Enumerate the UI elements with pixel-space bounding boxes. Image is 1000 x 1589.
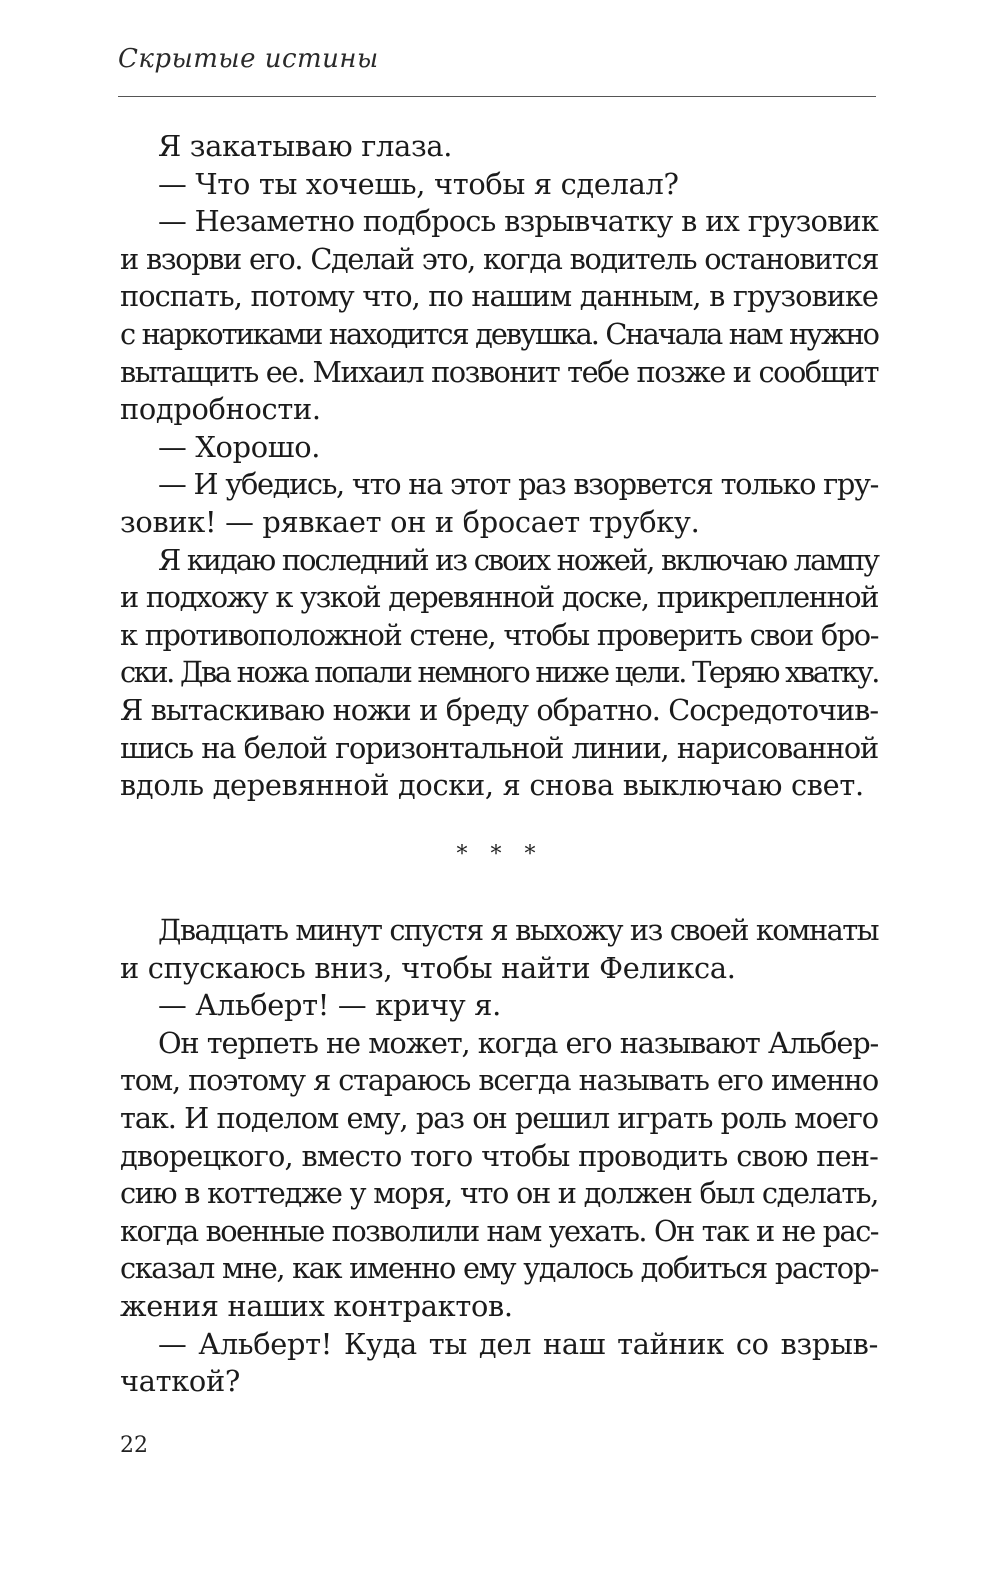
text-line: Я закатываю глаза. [158, 129, 453, 163]
text-line: сию в коттедже у моря, что он и должен был сделать, [120, 1176, 878, 1211]
text-line: к противоположной стене, чтобы проверить свои бро- [120, 617, 878, 652]
page-number: 22 [120, 1433, 148, 1458]
text-line: когда военные позволили нам уехать. Он так и не рас- [120, 1213, 878, 1248]
text-line: так. И поделом ему, раз он решил играть роль моего [120, 1100, 878, 1135]
text-line: том, поэтому я стараюсь всегда называть его именно [120, 1063, 878, 1098]
text-line: ски. Два ножа попали немного ниже цели. Теряю хватку. [120, 655, 878, 690]
text-line: вытащить ее. Михаил позвонит тебе позже и сообщит [120, 354, 878, 389]
text-line: сказал мне, как именно ему удалось добиться растор- [120, 1251, 878, 1286]
section-separator: * * * [456, 842, 544, 867]
text-line: Двадцать минут спустя я выхожу из своей комнаты [158, 913, 878, 947]
text-line: и спускаюсь вниз, чтобы найти Феликса. [120, 950, 736, 985]
text-line: — Альберт! Куда ты дел наш тайник со взрыв- [158, 1326, 878, 1361]
text-line: вдоль деревянной доски, я снова выключаю свет. [120, 768, 864, 803]
text-line: с наркотиками находится девушка. Сначала нам нужно [120, 316, 878, 351]
text-line: и подхожу к узкой деревянной доске, прикрепленной [120, 580, 878, 615]
running-header: Скрытые истины [118, 44, 379, 74]
text-line: — Хорошо. [158, 429, 321, 464]
text-line: Я кидаю последний из своих ножей, включаю лампу [158, 542, 878, 577]
text-line: подробности. [120, 392, 321, 427]
text-line: Он терпеть не может, когда его называют Альбер- [158, 1025, 878, 1060]
text-line: дворецкого, вместо того чтобы проводить свою пен- [120, 1138, 878, 1173]
text-line: жения наших контрактов. [120, 1288, 513, 1323]
text-line: поспать, потому что, по нашим данным, в грузовике [120, 279, 878, 314]
text-line: — И убедись, что на этот раз взорвется только гру- [158, 467, 878, 502]
text-block-1 [120, 128, 878, 805]
text-line: чаткой? [120, 1364, 241, 1399]
text-line: зовик! — рявкает он и бросает трубку. [120, 504, 700, 539]
header-rule [118, 96, 876, 97]
text-line: Я вытаскиваю ножи и бреду обратно. Сосредоточив- [120, 692, 878, 727]
text-line: — Что ты хочешь, чтобы я сделал? [158, 166, 679, 201]
text-line: — Альберт! — кричу я. [158, 988, 501, 1023]
text-line: — Незаметно подбрось взрывчатку в их грузовик [158, 204, 878, 239]
text-block-2 [120, 912, 878, 1401]
text-line: и взорви его. Сделай это, когда водитель остановится [120, 241, 878, 276]
text-line: шись на белой горизонтальной линии, нарисованной [120, 730, 878, 765]
